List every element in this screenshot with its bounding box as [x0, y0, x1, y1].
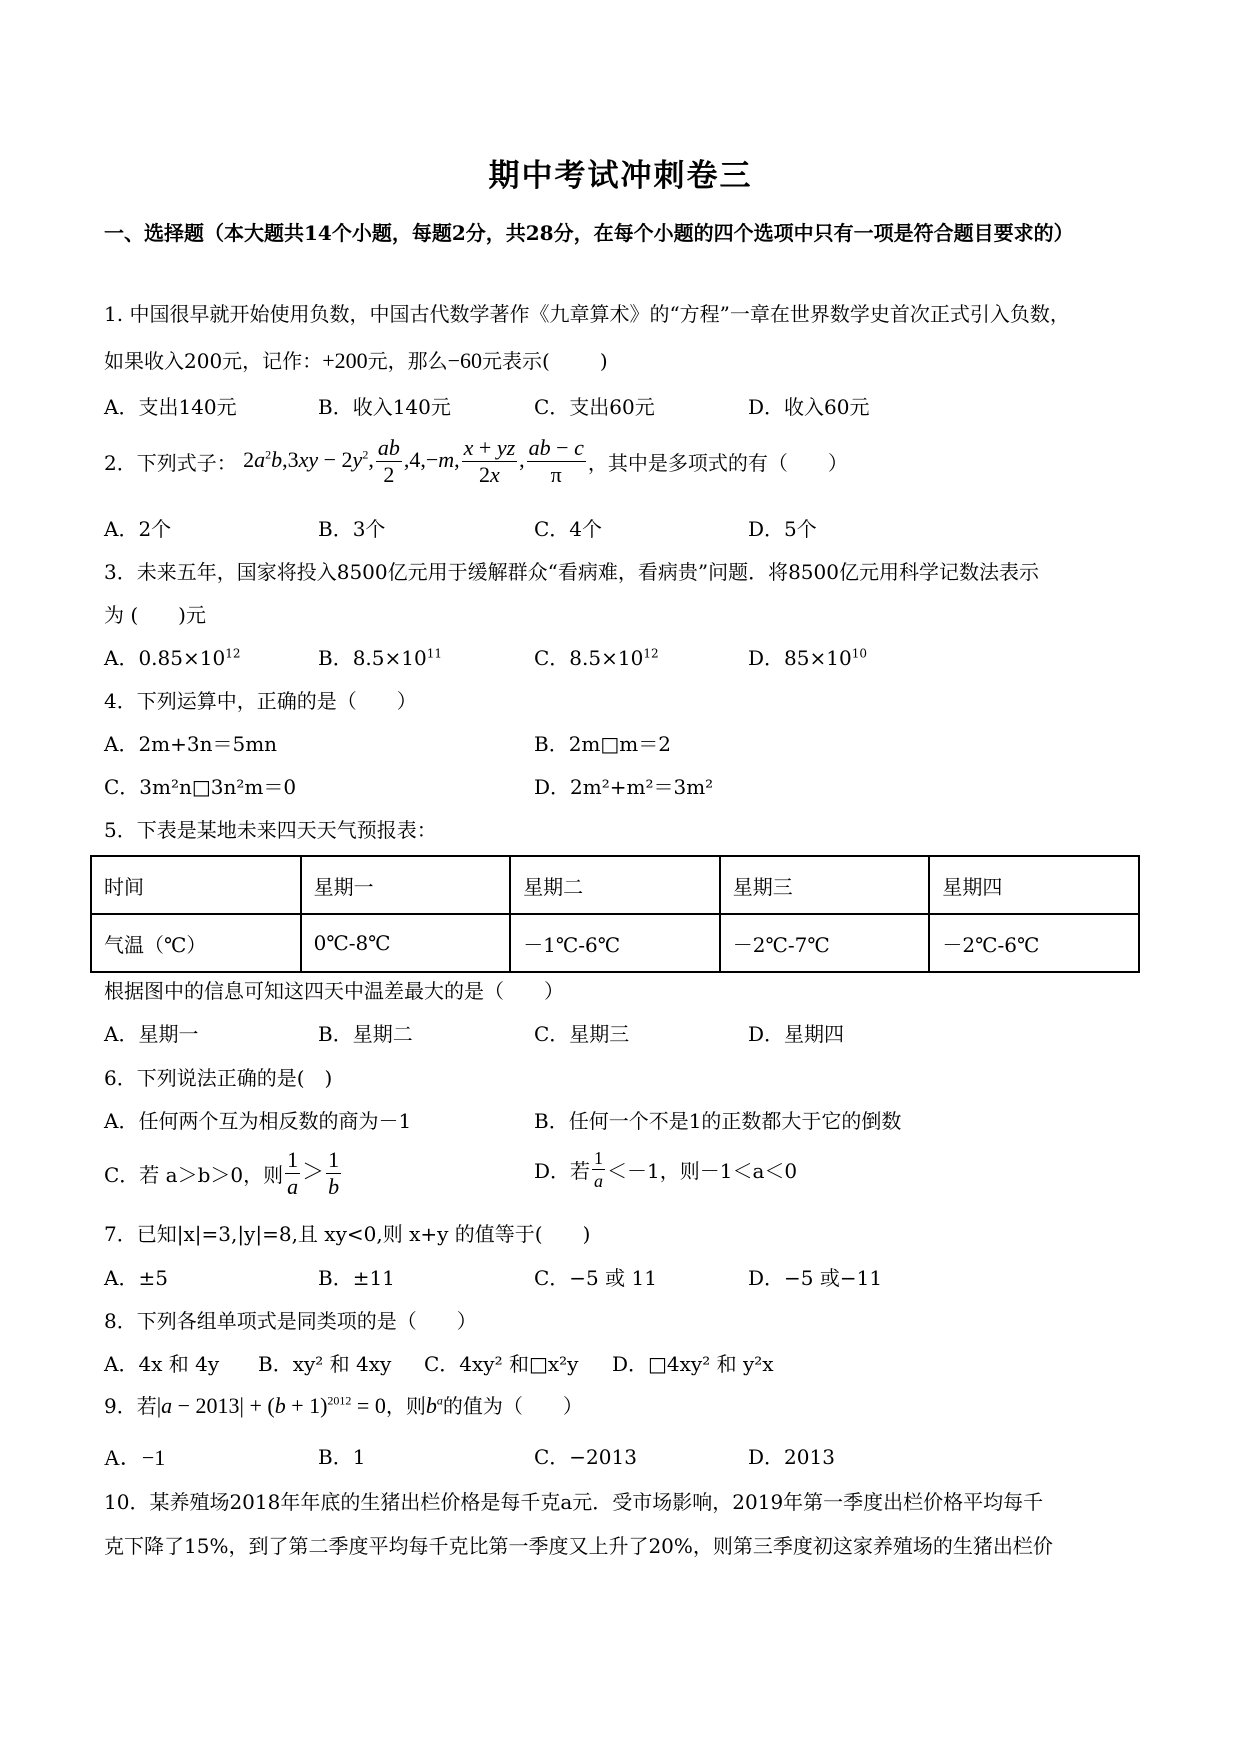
q7-option-a: A．±5 — [104, 1266, 168, 1290]
q3-line1: 3．未来五年，国家将投入8500亿元用于缓解群众“看病难，看病贵”问题．将8500亿元用科学记数法表示 — [104, 560, 1039, 584]
weather-table — [90, 855, 1140, 973]
q10-line1: 10．某养殖场2018年年底的生猪出栏价格是每千克a元．受市场影响，2019年第一季度出栏价格平均每千 — [104, 1490, 1044, 1514]
q8-stem: 8．下列各组单项式是同类项的是（ ） — [104, 1309, 477, 1333]
q5-option-c: C．星期三 — [534, 1022, 630, 1046]
q1-line1: 1. 中国很早就开始使用负数，中国古代数学著作《九章算术》的“方程”一章在世界数学史首次正式引入负数， — [104, 302, 1070, 326]
q4-option-c: C．3m²n□3n²m＝0 — [104, 775, 297, 799]
q7-option-c: C．−5 或 11 — [534, 1266, 657, 1290]
q6-stem: 6．下列说法正确的是( ) — [104, 1066, 333, 1090]
q2-stem: 2．下列式子： $2a^2b,3xy - 2y^2$, $\frac{ab}{2}$ ,4,−m, $\frac{x + yz}{2x}$ , $\frac{ab - c}{\pi}$ ，其中是多项式的有（ ） — [104, 435, 848, 487]
q4-option-b: B．2m□m＝2 — [534, 732, 671, 756]
q7-stem: 7．已知|x|=3,|y|=8,且 xy<0,则 x+y 的值等于( ) — [104, 1222, 591, 1246]
q1-line2: 如果收入200元，记作：+200元，那么−60元表示( ) — [104, 348, 608, 373]
q2-option-b: B．3个 — [318, 517, 386, 541]
q6-option-d: D．若 $\frac{1}{a}$ ＜－1，则－1＜a＜0 — [534, 1148, 798, 1191]
q5-after: 根据图中的信息可知这四天中温差最大的是（ ） — [104, 979, 564, 1003]
q9-option-a: A．−1 — [104, 1445, 166, 1470]
q4-stem: 4．下列运算中，正确的是（ ） — [104, 689, 417, 713]
q2-option-a: A．2个 — [104, 517, 172, 541]
q6-option-c: C．若 a＞b＞0，则 $\frac{1}{a}$ ＞ $\frac{1}{b}$ — [104, 1147, 340, 1199]
q1-option-d: D．收入60元 — [748, 395, 870, 419]
q3-option-d: D．$85\times 10^{10}$ — [748, 646, 867, 670]
q10-line2: 克下降了15%，到了第二季度平均每千克比第一季度又上升了20%，则第三季度初这家养殖场的生猪出栏价 — [104, 1534, 1053, 1558]
q6-option-a: A．任何两个互为相反数的商为－1 — [104, 1109, 412, 1133]
q2-option-d: D．5个 — [748, 517, 817, 541]
table-cell: －2℃-6℃ — [929, 914, 1139, 972]
q9-stem: 9．若$|a - 2013| + (b + 1)^{2012} = 0$，则$b^a$的值为（ ） — [104, 1393, 583, 1418]
q1-option-b: B．收入140元 — [318, 395, 451, 419]
page-title: 期中考试冲刺卷三 — [488, 158, 753, 194]
table-cell: 气温（℃） — [91, 914, 301, 972]
q1-option-c: C．支出60元 — [534, 395, 655, 419]
q6-option-b: B．任何一个不是1的正数都大于它的倒数 — [534, 1109, 902, 1133]
table-cell: －1℃-6℃ — [510, 914, 720, 972]
q2-option-c: C．4个 — [534, 517, 603, 541]
q5-option-b: B．星期二 — [318, 1022, 413, 1046]
q8-option-a: A．4x 和 4y — [104, 1352, 220, 1376]
q1-option-a: A．支出140元 — [104, 395, 237, 419]
table-cell: 时间 — [91, 856, 301, 914]
q8-option-d: D．□4xy² 和 y²x — [612, 1352, 774, 1376]
section-heading: 一、选择题（本大题共14个小题，每题2分，共28分，在每个小题的四个选项中只有一项是符合题目要求的） — [104, 221, 1074, 245]
table-row — [91, 856, 1139, 914]
q9-equation: $|a - 2013| + (b + 1)^{2012} = 0$ — [156, 1393, 386, 1418]
table-cell: －2℃-7℃ — [720, 914, 930, 972]
q3-option-c: C．$8.5\times 10^{12}$ — [534, 646, 659, 670]
q5-option-a: A．星期一 — [104, 1022, 199, 1046]
q4-option-a: A．2m+3n＝5mn — [104, 732, 278, 756]
q2-expression: $2a^2b,3xy - 2y^2$, $\frac{ab}{2}$ ,4,−m, $\frac{x + yz}{2x}$ , $\frac{ab - c}{\pi}$ — [243, 435, 584, 487]
q9-option-b: B．1 — [318, 1445, 366, 1469]
table-row — [91, 914, 1139, 972]
q8-option-b: B．xy² 和 4xy — [258, 1352, 392, 1376]
q5-option-d: D．星期四 — [748, 1022, 845, 1046]
q3-line2: 为 ( )元 — [104, 603, 206, 627]
q9-option-d: D．2013 — [748, 1445, 835, 1469]
table-cell: 星期一 — [301, 856, 511, 914]
q7-option-b: B．±11 — [318, 1266, 395, 1290]
q7-option-d: D．−5 或−11 — [748, 1266, 883, 1290]
q4-option-d: D．2m²+m²＝3m² — [534, 775, 714, 799]
table-cell: 0℃-8℃ — [301, 914, 511, 972]
table-cell: 星期二 — [510, 856, 720, 914]
q3-option-a: A．$0.85\times 10^{12}$ — [104, 646, 241, 670]
table-cell: 星期三 — [720, 856, 930, 914]
q5-stem: 5．下表是某地未来四天天气预报表： — [104, 818, 437, 842]
q3-option-b: B．$8.5\times 10^{11}$ — [318, 646, 442, 670]
q9-option-c: C．−2013 — [534, 1445, 637, 1469]
table-cell: 星期四 — [929, 856, 1139, 914]
q8-option-c: C．4xy² 和□x²y — [424, 1352, 579, 1376]
